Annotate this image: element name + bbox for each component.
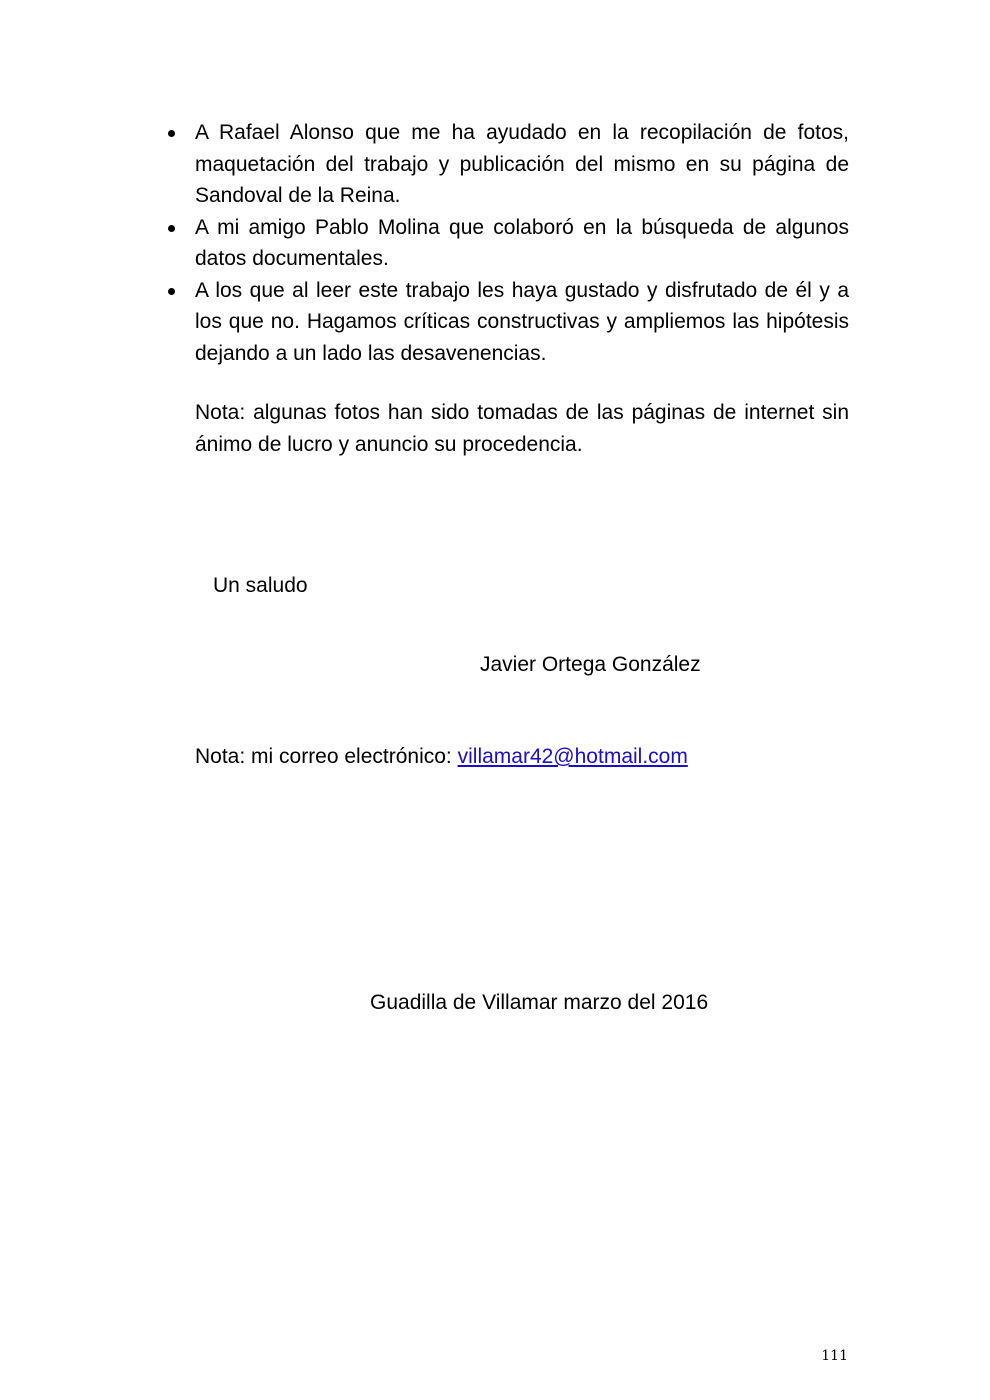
- list-item: [165, 275, 849, 370]
- acknowledgements-list: [165, 117, 849, 369]
- note-paragraph: [195, 397, 849, 460]
- contact-label: Nota: mi correo electrónico:: [195, 745, 458, 768]
- note-text: algunas fotos han sido tomadas de las páginas de internet sin ánimo de lucro y anuncio su procedencia.: [195, 401, 849, 456]
- place-date: Guadilla de Villamar marzo del 2016: [370, 991, 709, 1014]
- page-number: 111: [821, 1348, 848, 1364]
- list-item-text: A mi amigo Pablo Molina que colaboró en la búsqueda de algunos datos documentales.: [195, 215, 849, 270]
- list-item: [165, 212, 849, 275]
- bullet-icon: [168, 130, 175, 137]
- greeting: Un saludo: [213, 574, 308, 597]
- bullet-icon: [168, 288, 175, 295]
- note-label: Nota:: [195, 401, 246, 424]
- list-item-text: A Rafael Alonso que me ha ayudado en la recopilación de fotos, maquetación del trabajo y publicación del mismo en su página de Sandoval de la Reina.: [195, 121, 849, 207]
- bullet-icon: [168, 225, 175, 232]
- list-item: [165, 117, 849, 212]
- list-item-text: A los que al leer este trabajo les haya gustado y disfrutado de él y a los que no. Hagamos críticas constructivas y ampliemos las hipótesis dejando a un lado las desavenencias.: [195, 278, 849, 365]
- email-link[interactable]: villamar42@hotmail.com: [457, 745, 688, 768]
- contact-line: [195, 741, 688, 773]
- signature: Javier Ortega González: [480, 653, 701, 676]
